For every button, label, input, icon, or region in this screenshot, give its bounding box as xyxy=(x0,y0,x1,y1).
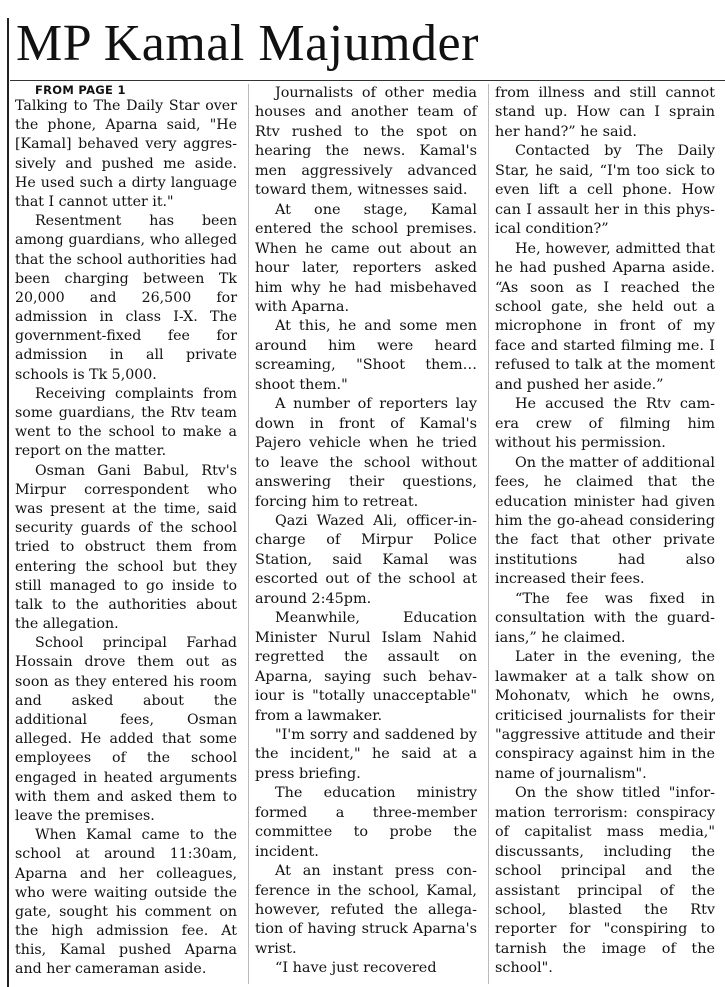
article-column-1 xyxy=(15,84,237,980)
paragraph: from illness and still cannot stand up. How can I sprain her hand?” he said. xyxy=(495,85,715,140)
paragraph: Osman Gani Babul, Rtv's Mirpur correspondent who was present at the time, said security guards of the school tried to obstruct them from entering the school but they still managed to go inside to talk to the authorities about the allegation. xyxy=(15,462,237,633)
paragraph: Qazi Wazed Ali, officer-incharge of Mirpur Police Station, said Kamal was escorted out of the school at around 2:45pm. xyxy=(255,512,477,607)
paragraph: A number of reporters lay down in front of Kamal's Pajero vehicle when he tried to leave the school without answering their questions, forcing him to retreat. xyxy=(255,396,477,510)
paragraph: At one stage, Kamal entered the school premises. When he came out about an hour later, reporters asked him why he had misbehaved with Aparna. xyxy=(255,201,477,315)
column-separator xyxy=(248,84,249,984)
paragraph: The education ministry formed a three-member committee to probe the incident. xyxy=(255,785,477,860)
frame-border xyxy=(7,18,9,987)
column-separator xyxy=(488,84,489,984)
paragraph: Talking to The Daily Star over the phone, Aparna said, "He [Kamal] behaved very aggressively and pushed me aside. He used such a dirty language that I cannot utter it." xyxy=(15,98,237,210)
paragraph: Meanwhile, Education Minister Nurul Islam Nahid regretted the assault on Aparna, saying such behaviour is "totally unacceptable" from a lawmaker. xyxy=(255,610,477,724)
kicker: FROM PAGE 1 xyxy=(35,83,126,97)
headline: MP Kamal Majumder xyxy=(16,15,479,72)
paragraph: “I have just recovered xyxy=(275,960,437,977)
article-column-3 xyxy=(495,84,715,979)
paragraph: He accused the Rtv camera crew of filming him without his permission. xyxy=(495,396,715,452)
paragraph: On the matter of additional fees, he claimed that the education minister had given him the go-ahead considering the fact that other private institutions had also increased their fees. xyxy=(495,454,715,588)
paragraph: At this, he and some men around him were heard screaming, "Shoot them…shoot them." xyxy=(255,318,477,393)
paragraph: School principal Farhad Hossain drove them out as soon as they entered his room and asked about the additional fees, Osman alleged. He added that some employees of the school engaged in heated arguments with them and asked them to leave the premises. xyxy=(15,635,237,824)
paragraph: “The fee was fixed in consultation with the guardians,” he claimed. xyxy=(495,590,715,646)
paragraph: When Kamal came to the school at around 11:30am, Aparna and her colleagues, who were waiting outside the gate, sought his comment on the high admission fee. At this, Kamal pushed Aparna and her cameraman aside. xyxy=(15,827,237,978)
paragraph: "I'm sorry and saddened by the incident," he said at a press briefing. xyxy=(255,726,477,782)
paragraph: At an instant press conference in the school, Kamal, however, refuted the allegation of having struck Aparna's wrist. xyxy=(255,863,477,957)
paragraph: Later in the evening, the lawmaker at a talk show on Mohonatv, which he owns, criticised journalists for their "aggressive attitude and their conspiracy against him in the name of journalism". xyxy=(495,649,715,782)
paragraph: He, however, admitted that he had pushed Aparna aside. “As soon as I reached the school gate, she held out a microphone in front of my face and started filming me. I refused to talk at the moment and pushed her aside.” xyxy=(495,240,715,393)
article-column-2 xyxy=(255,84,477,979)
paragraph: On the show titled "information terrorism: conspiracy of capitalist mass media," discussants, including the school principal and the assistant principal of the school, blasted the Rtv reporter for "conspiring to tarnish the image of the school". xyxy=(495,785,715,977)
paragraph: Resentment has been among guardians, who alleged that the school authorities had been charging between Tk 20,000 and 26,500 for admission in class I-X. The government-fixed fee for admission in all private schools is Tk 5,000. xyxy=(15,213,237,383)
paragraph: Journalists of other media houses and another team of Rtv rushed to the spot on hearing the news. Kamal's men aggressively advanced toward them, witnesses said. xyxy=(255,85,477,199)
paragraph: Receiving complaints from some guardians, the Rtv team went to the school to make a report on the matter. xyxy=(15,385,237,460)
paragraph: Contacted by The Daily Star, he said, “I'm too sick to even lift a cell phone. How can I assault her in this physical condition?” xyxy=(495,143,715,238)
headline-rule xyxy=(10,80,725,81)
